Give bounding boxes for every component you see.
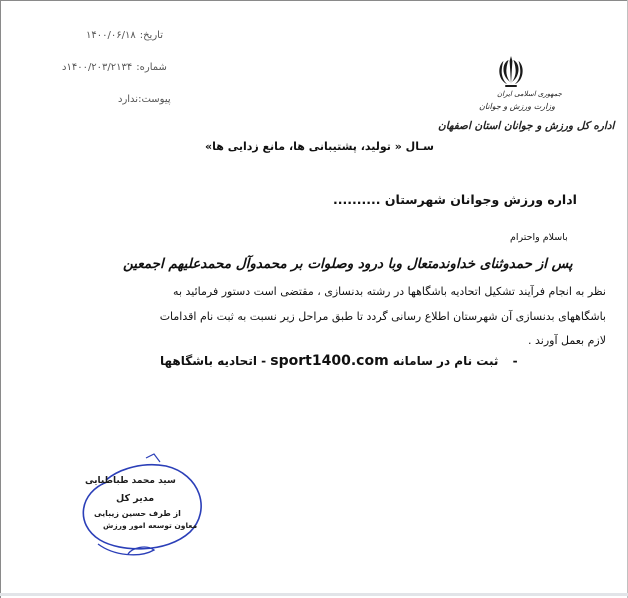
page-border-left (0, 0, 1, 598)
page-border-top (0, 0, 628, 1)
attachment-label: پیوست: (138, 94, 171, 105)
number-label: شماره: (136, 62, 167, 73)
letter-number (62, 62, 167, 73)
signatory-title: مدیر کل (116, 493, 155, 504)
registration-step (160, 353, 518, 369)
iran-emblem-icon (496, 54, 526, 88)
date-label: تاریخ: (139, 30, 163, 41)
year-slogan: سـال « تولید، پشتیبانی ها، مانع زدایی ها» (205, 140, 434, 153)
step-text-before: ثبت نام در سامانه (392, 354, 499, 368)
registration-site-url[interactable]: sport1400.com (270, 353, 389, 369)
signatory-on-behalf: از طرف حسین زیبایی (94, 509, 181, 518)
signature-scribble-icon (62, 452, 212, 562)
signatory-name: سید محمد طباطبایی (85, 476, 176, 486)
attachment-value: ندارد (118, 94, 139, 105)
letter-greeting: باسلام واحترام (510, 232, 568, 243)
number-value: ۱۴۰۰/۲۰۳/۲۱۳۴د (62, 62, 133, 73)
letter-date (86, 30, 163, 41)
letter-addressee: اداره ورزش وجوانان شهرستان .......... (333, 192, 577, 207)
org-ministry: وزارت ورزش و جوانان (479, 102, 556, 111)
letter-body-line: نظر به انجام فرآیند تشکیل اتحادیه باشگاهها در رشته بدنسازی ، مقتضی است دستور فرمائید به (173, 285, 606, 298)
step-bullet: - (512, 354, 518, 368)
letter-attachment (118, 94, 171, 105)
letter-body-line: باشگاههای بدنسازی آن شهرستان اطلاع رسانی گردد تا طبق مراحل زیر نسبت به ثبت نام اقدامات (159, 310, 606, 323)
step-text-after: - اتحادیه باشگاهها (160, 354, 267, 368)
letter-body-line: لازم بعمل آورند . (528, 334, 606, 347)
signatory-deputy: معاون توسعه امور ورزش (103, 521, 198, 530)
org-country: جمهوری اسلامی ایران (497, 90, 562, 98)
page-border-bottom (0, 593, 628, 596)
org-office: اداره کل ورزش و جوانان استان اصفهان (438, 120, 615, 132)
date-value: ۱۴۰۰/۰۶/۱۸ (86, 30, 136, 41)
letter-invocation: پس از حمدوثنای خداوندمتعال وبا درود وصلوات بر محمدوآل محمدعلیهم اجمعین (123, 256, 573, 272)
